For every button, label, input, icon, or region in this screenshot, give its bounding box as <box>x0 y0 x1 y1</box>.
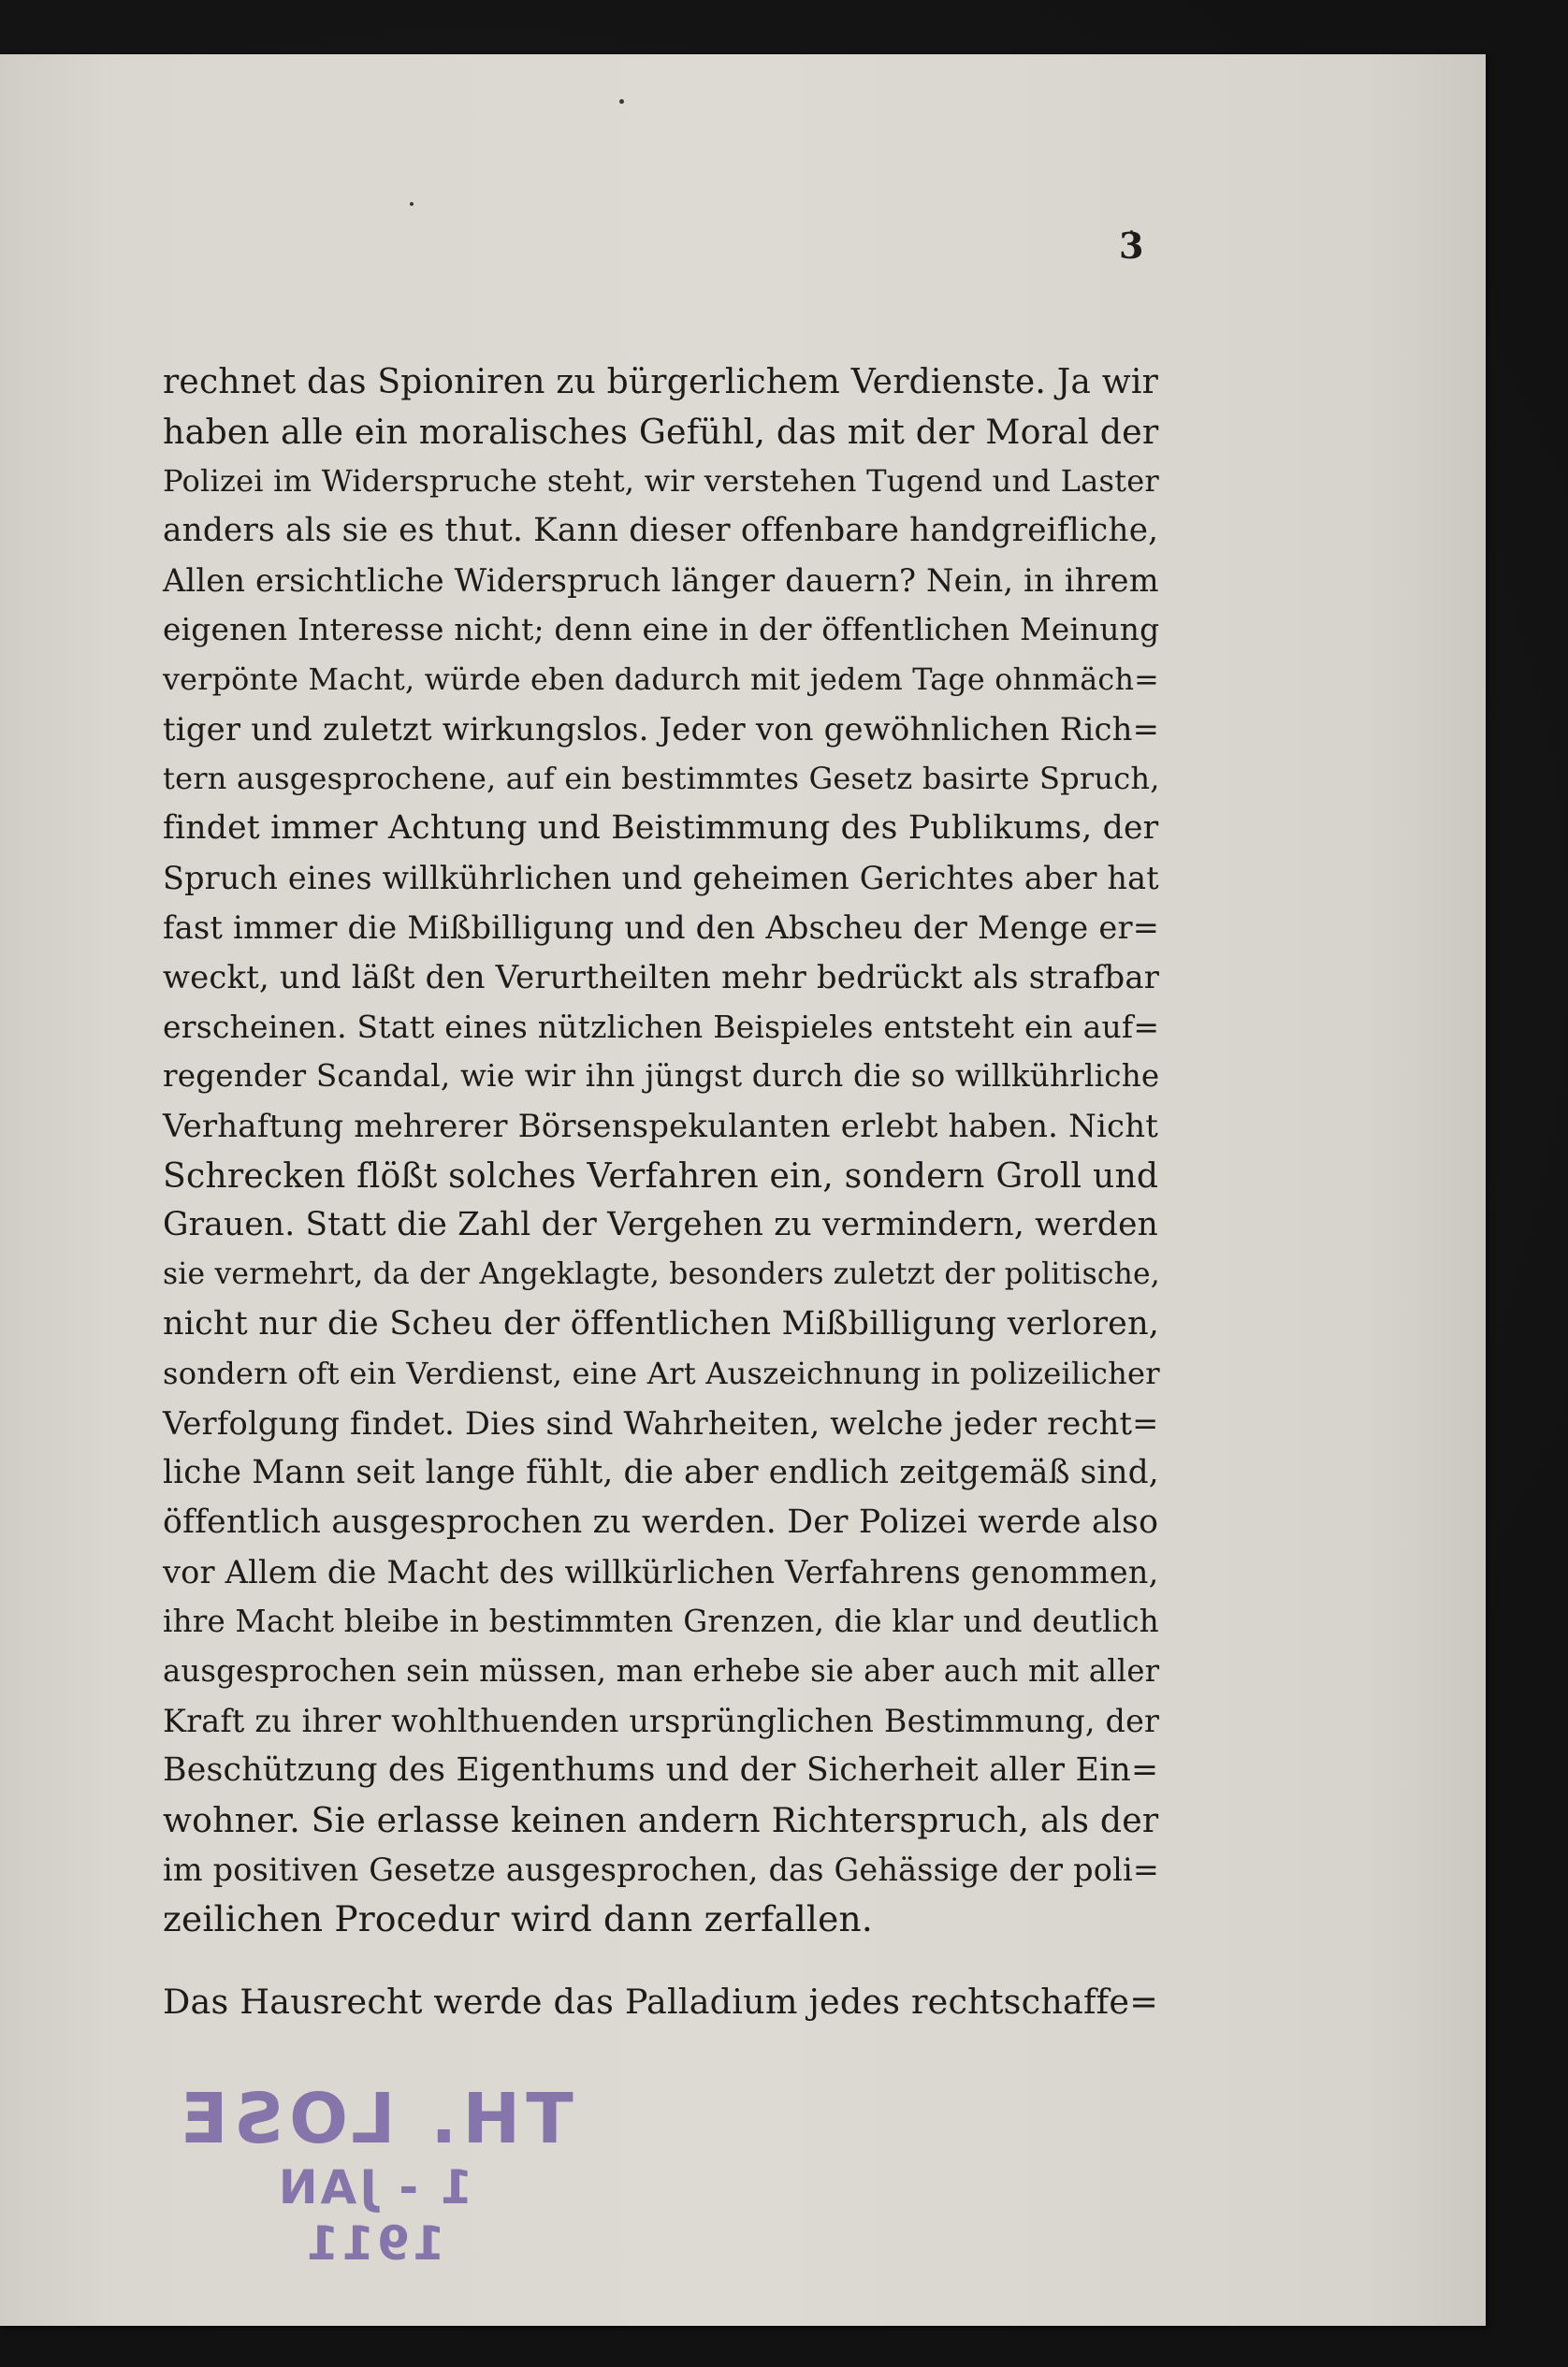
text-line: erscheinen. Statt eines nützlichen Beispieles entsteht ein auf= <box>163 1009 1160 1045</box>
text-line: findet immer Achtung und Beistimmung des Publikums, der <box>163 809 1159 847</box>
text-line: verpönte Macht, würde eben dadurch mit jedem Tage ohnmäch= <box>163 661 1159 697</box>
text-line: eigenen Interesse nicht; denn eine in der öffentlichen Meinung <box>163 612 1160 647</box>
text-line: Verfolgung findet. Dies sind Wahrheiten, welche jeder recht= <box>163 1405 1159 1442</box>
text-line: ausgesprochen sein müssen, man erhebe sie aber auch mit aller <box>163 1653 1160 1689</box>
text-line: Kraft zu ihrer wohlthuenden ursprünglichen Bestimmung, der <box>163 1703 1160 1739</box>
text-line: Spruch eines willkührlichen und geheimen Gerichtes aber hat <box>163 860 1159 896</box>
paper-speck <box>410 202 414 206</box>
text-line: tiger und zuletzt wirkungslos. Jeder von gewöhnlichen Rich= <box>163 711 1160 748</box>
text-line: sondern oft ein Verdienst, eine Art Auszeichnung in polizeilicher <box>163 1356 1160 1391</box>
text-line: rechnet das Spioniren zu bürgerlichem Verdienste. Ja wir <box>163 363 1158 401</box>
next-paragraph-line: Das Hausrecht werde das Palladium jedes rechtschaffe= <box>163 1982 1158 2022</box>
text-line: Polizei im Widerspruche steht, wir verstehen Tugend und Laster <box>163 463 1159 499</box>
stamp-date: 1 - JAN 1911 <box>275 2160 473 2271</box>
text-line: öffentlich ausgesprochen zu werden. Der Polizei werde also <box>163 1503 1159 1541</box>
text-line: Schrecken flößt solches Verfahren ein, sondern Groll und <box>163 1155 1159 1196</box>
text-line: haben alle ein moralisches Gefühl, das mit der Moral der <box>163 412 1159 452</box>
text-line: fast immer die Mißbilligung und den Abscheu der Menge er= <box>163 909 1160 946</box>
paper-speck <box>619 99 624 104</box>
body-text <box>163 357 1158 2026</box>
text-line: nicht nur die Scheu der öffentlichen Mißbilligung verloren, <box>163 1305 1160 1343</box>
stamp-name: TH. LOSE <box>175 2079 573 2159</box>
text-line: wohner. Sie erlasse keinen andern Richterspruch, als der <box>163 1800 1159 1840</box>
text-line: weckt, und läßt den Verurtheilten mehr bedrückt als strafbar <box>163 959 1160 995</box>
text-line: liche Mann seit lange fühlt, die aber endlich zeitgemäß sind, <box>163 1454 1159 1491</box>
text-line: Verhaftung mehrerer Börsenspekulanten erlebt haben. Nicht <box>163 1108 1159 1144</box>
text-line: Allen ersichtliche Widerspruch länger dauern? Nein, in ihrem <box>163 562 1159 599</box>
text-line: ihre Macht bleibe in bestimmten Grenzen, die klar und deutlich <box>163 1604 1159 1639</box>
text-line: vor Allem die Macht des willkürlichen Verfahrens genommen, <box>163 1554 1159 1590</box>
text-line: sie vermehrt, da der Angeklagte, besonders zuletzt der politische, <box>163 1257 1160 1291</box>
text-line: anders als sie es thut. Kann dieser offenbare handgreifliche, <box>163 512 1159 549</box>
library-stamp <box>140 2077 608 2271</box>
text-line: im positiven Gesetze ausgesprochen, das Gehässige der poli= <box>163 1851 1160 1888</box>
text-line: zeilichen Procedur wird dann zerfallen. <box>163 1898 873 1939</box>
text-line: tern ausgesprochene, auf ein bestimmtes Gesetz basirte Spruch, <box>163 761 1160 796</box>
text-line: regender Scandal, wie wir ihn jüngst durch die so willkührliche <box>163 1058 1160 1094</box>
text-line: Grauen. Statt die Zahl der Vergehen zu vermindern, werden <box>163 1206 1158 1243</box>
text-line: Beschützung des Eigenthums und der Sicherheit aller Ein= <box>163 1751 1159 1789</box>
paragraph-gap <box>163 1944 1158 1977</box>
page-number: 3 <box>1119 225 1144 267</box>
